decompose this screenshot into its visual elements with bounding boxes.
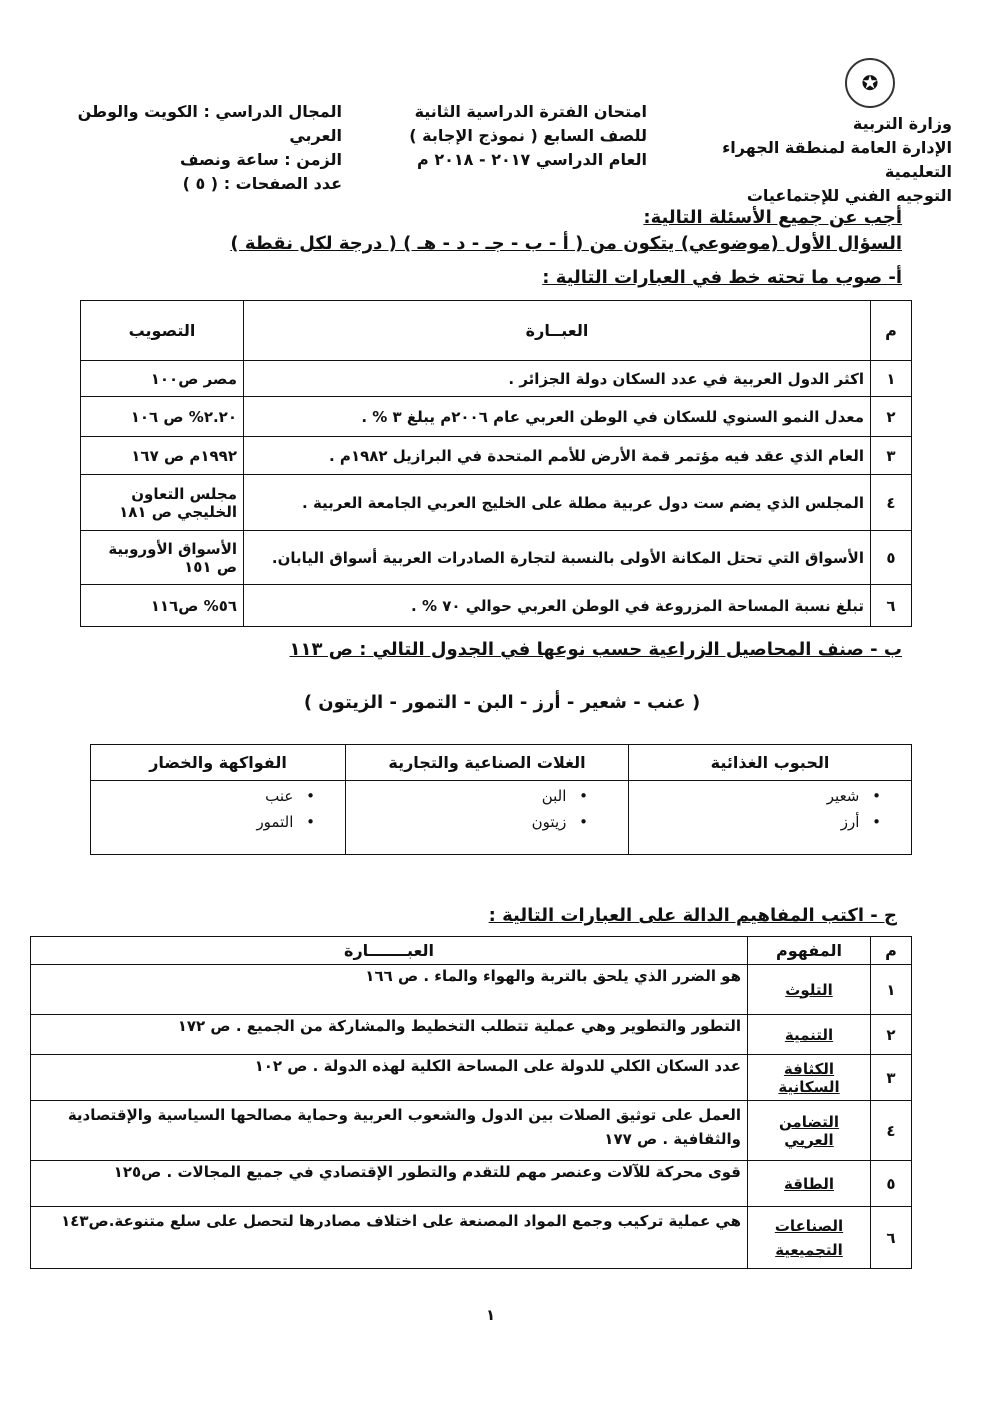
table-row (31, 1055, 912, 1101)
subject: المجال الدراسي : الكويت والوطن العربي (77, 102, 342, 145)
header-center (387, 100, 647, 172)
row-concept: التلوث (748, 965, 871, 1015)
row-statement: التطور والتطوير وهي عملية تتطلب التخطيط والمشاركة من الجميع . ص ١٧٢ (31, 1015, 748, 1055)
part-c-title: ج - اكتب المفاهيم الدالة على العبارات التالية : (488, 905, 897, 926)
row-correction: ٢.٢٠% ص ١٠٦ (81, 397, 244, 437)
list-item: • التمور (97, 809, 315, 835)
crops-list: ( عنب - شعير - أرز - البن - التمور - الزيتون ) (303, 692, 701, 713)
table-row (81, 585, 912, 627)
concepts-table (30, 936, 912, 1269)
question-1-title: السؤال الأول (موضوعي) يتكون من ( أ - ب - جـ - د - هـ ) ( درجة لكل نقطة ) (230, 233, 902, 254)
list-item: • زيتون (352, 809, 588, 835)
grains-cell (629, 781, 912, 855)
row-num: ٦ (871, 1207, 912, 1269)
duration: الزمن : ساعة ونصف (179, 150, 342, 169)
row-num: ٤ (871, 475, 912, 531)
row-statement: هو الضرر الذي يلحق بالتربة والهواء والماء . ص ١٦٦ (31, 965, 748, 1015)
row-num: ٣ (871, 437, 912, 475)
table-row (81, 437, 912, 475)
row-correction: ٥٦% ص١١٦ (81, 585, 244, 627)
industrial-crops-cell (346, 781, 629, 855)
grade: للصف السابع ( نموذج الإجابة ) (409, 126, 647, 145)
row-statement: المجلس الذي يضم ست دول عربية مطلة على الخليج العربي الجامعة العربية . (244, 475, 871, 531)
table-row (31, 1015, 912, 1055)
table-row (81, 531, 912, 585)
row-concept: الطاقة (748, 1161, 871, 1207)
list-item: • أرز (635, 809, 881, 835)
instructions: أجب عن جميع الأسئلة التالية: (643, 207, 902, 228)
table-row (81, 397, 912, 437)
corrections-table (80, 300, 912, 627)
header-left (22, 100, 342, 196)
row-statement: هي عملية تركيب وجمع المواد المصنعة على اختلاف مصادرها لتحصل على سلع متنوعة.ص١٤٣ (31, 1207, 748, 1269)
header-fruits-vegetables: الفواكهة والخضار (91, 745, 346, 781)
header-statement: العبـــــــارة (31, 937, 748, 965)
list-item: • البن (352, 783, 588, 809)
header-right (652, 112, 952, 208)
crops-classification-table (90, 744, 912, 855)
row-correction: ١٩٩٢م ص ١٦٧ (81, 437, 244, 475)
row-num: ٥ (871, 531, 912, 585)
row-num: ٢ (871, 397, 912, 437)
row-num: ٥ (871, 1161, 912, 1207)
row-statement: قوى محركة للآلات وعنصر مهم للتقدم والتطور الإقتصادي في جميع المجالات . ص١٢٥ (31, 1161, 748, 1207)
department: التوجيه الفني للإجتماعيات (746, 186, 952, 205)
row-statement: معدل النمو السنوي للسكان في الوطن العربي عام ٢٠٠٦م يبلغ ٣ % . (244, 397, 871, 437)
header-statement: العبــارة (244, 301, 871, 361)
row-correction: مجلس التعاون الخليجي ص ١٨١ (81, 475, 244, 531)
row-statement: تبلغ نسبة المساحة المزروعة في الوطن العربي حوالي ٧٠ % . (244, 585, 871, 627)
header-industrial-crops: الغلات الصناعية والتجارية (346, 745, 629, 781)
kuwait-emblem-icon: ✪ (845, 58, 895, 108)
table-row (81, 475, 912, 531)
header-num: م (871, 937, 912, 965)
row-correction: الأسواق الأوروبية ص ١٥١ (81, 531, 244, 585)
row-num: ٣ (871, 1055, 912, 1101)
row-statement: العمل على توثيق الصلات بين الدول والشعوب العربية وحماية مصالحها السياسية والإقتصادية والثقافية . ص ١٧٧ (31, 1101, 748, 1161)
header-correction: التصويب (81, 301, 244, 361)
row-num: ٦ (871, 585, 912, 627)
row-num: ٤ (871, 1101, 912, 1161)
page-number: ١ (486, 1306, 496, 1324)
row-concept: الكثافة السكانية (748, 1055, 871, 1101)
row-concept: التضامن العربي (748, 1101, 871, 1161)
table-row (81, 361, 912, 397)
row-concept: التنمية (748, 1015, 871, 1055)
fruits-vegetables-cell (91, 781, 346, 855)
row-num: ٢ (871, 1015, 912, 1055)
page-count: عدد الصفحات : ( ٥ ) (182, 174, 342, 193)
table-row (31, 965, 912, 1015)
row-statement: اكثر الدول العربية في عدد السكان دولة الجزائر . (244, 361, 871, 397)
ministry: وزارة التربية (852, 114, 952, 133)
header-num: م (871, 301, 912, 361)
row-concept: الصناعات التجميعية (748, 1207, 871, 1269)
table-row (31, 1161, 912, 1207)
part-a-title: أ- صوب ما تحته خط في العبارات التالية : (542, 267, 902, 288)
list-item: • شعير (635, 783, 881, 809)
exam-title: امتحان الفترة الدراسية الثانية (414, 102, 647, 121)
header-grains: الحبوب الغذائية (629, 745, 912, 781)
row-statement: العام الذي عقد فيه مؤتمر قمة الأرض للأمم المتحدة في البرازيل ١٩٨٢م . (244, 437, 871, 475)
part-b-title: ب - صنف المحاصيل الزراعية حسب نوعها في الجدول التالي : ص ١١٣ (289, 639, 902, 660)
district: الإدارة العامة لمنطقة الجهراء التعليمية (722, 138, 952, 181)
row-statement: عدد السكان الكلي للدولة على المساحة الكلية لهذه الدولة . ص ١٠٢ (31, 1055, 748, 1101)
list-item: • عنب (97, 783, 315, 809)
row-num: ١ (871, 361, 912, 397)
row-num: ١ (871, 965, 912, 1015)
header-concept: المفهوم (748, 937, 871, 965)
table-row (31, 1207, 912, 1269)
row-correction: مصر ص١٠٠ (81, 361, 244, 397)
school-year: العام الدراسي ٢٠١٧ - ٢٠١٨ م (417, 150, 647, 169)
row-statement: الأسواق التي تحتل المكانة الأولى بالنسبة لتجارة الصادرات العربية أسواق اليابان. (244, 531, 871, 585)
table-row (31, 1101, 912, 1161)
